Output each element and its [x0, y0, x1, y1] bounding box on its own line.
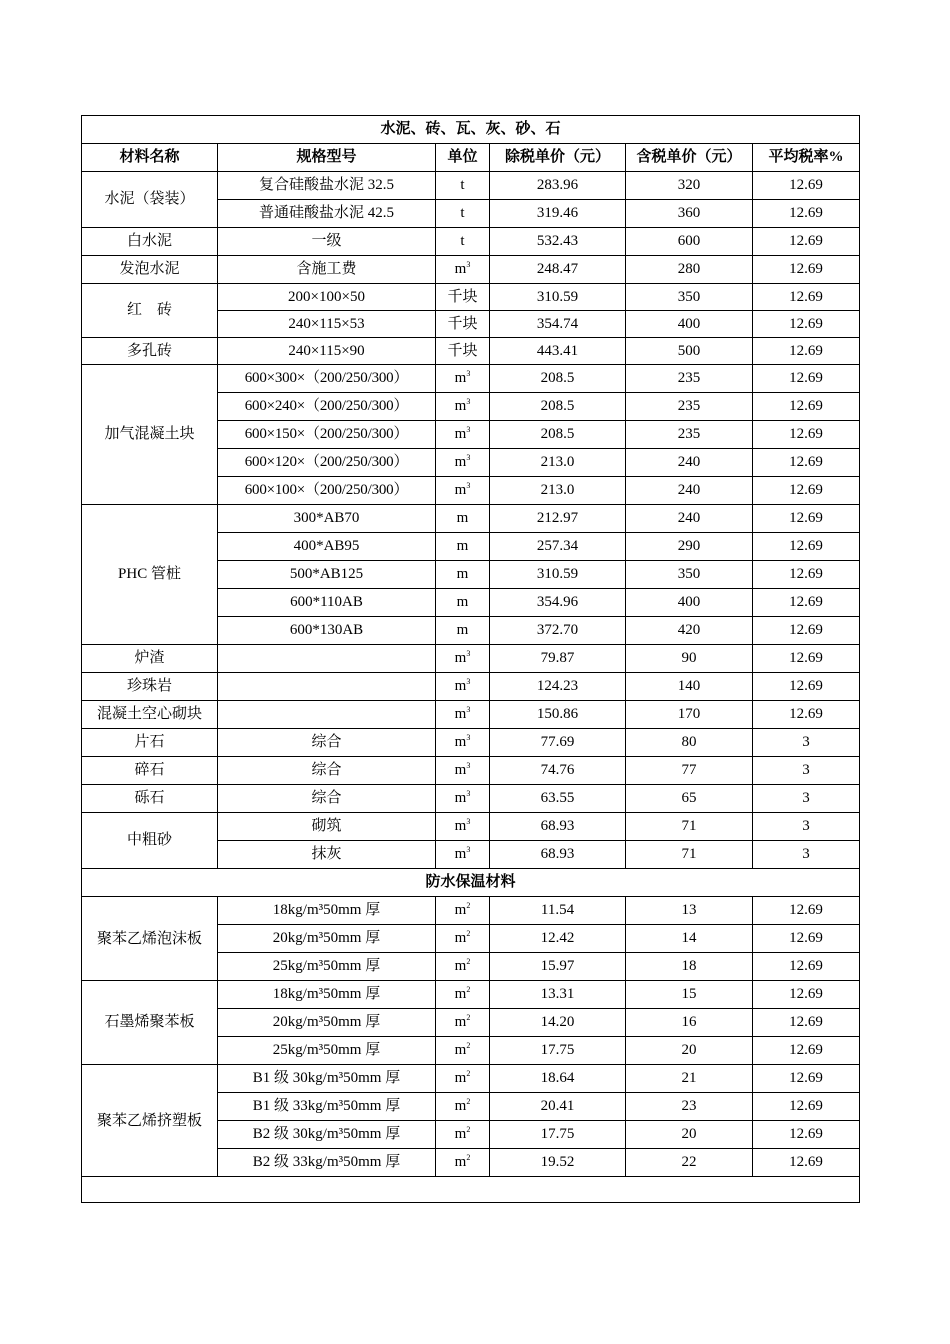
unit-exponent: 3 — [466, 481, 471, 490]
spec-model: 含施工费 — [218, 256, 436, 284]
material-name: 片石 — [82, 729, 218, 757]
unit — [436, 228, 490, 256]
spec-model: 砌筑 — [218, 813, 436, 841]
price-excl-tax: 354.96 — [490, 589, 626, 617]
unit-base: m — [456, 622, 469, 638]
table-row — [82, 228, 860, 256]
price-excl-tax: 124.23 — [490, 673, 626, 701]
spec-model: 抹灰 — [218, 841, 436, 869]
spec-model: B1 级 30kg/m³50mm 厚 — [218, 1065, 436, 1093]
unit — [436, 256, 490, 284]
avg-tax-rate: 3 — [753, 813, 860, 841]
table-row — [82, 701, 860, 729]
price-excl-tax: 213.0 — [490, 449, 626, 477]
unit-exponent: 3 — [466, 733, 471, 742]
price-excl-tax: 15.97 — [490, 953, 626, 981]
avg-tax-rate: 12.69 — [753, 589, 860, 617]
avg-tax-rate: 12.69 — [753, 449, 860, 477]
price-excl-tax: 11.54 — [490, 897, 626, 925]
avg-tax-rate: 12.69 — [753, 200, 860, 228]
price-incl-tax: 90 — [626, 645, 753, 673]
unit-base: m — [454, 1154, 467, 1170]
spec-model: 300*AB70 — [218, 505, 436, 533]
avg-tax-rate: 12.69 — [753, 645, 860, 673]
unit-base: m — [454, 650, 467, 666]
unit — [436, 813, 490, 841]
spec-model: 综合 — [218, 757, 436, 785]
unit-exponent: 2 — [466, 985, 471, 994]
unit — [436, 701, 490, 729]
spec-model: 18kg/m³50mm 厚 — [218, 897, 436, 925]
spec-model: 600×120×（200/250/300） — [218, 449, 436, 477]
material-name: 碎石 — [82, 757, 218, 785]
unit-exponent: 2 — [466, 929, 471, 938]
price-incl-tax: 600 — [626, 228, 753, 256]
price-excl-tax: 283.96 — [490, 172, 626, 200]
unit — [436, 1009, 490, 1037]
unit — [436, 925, 490, 953]
section-title: 水泥、砖、瓦、灰、砂、石 — [82, 116, 860, 144]
price-incl-tax: 14 — [626, 925, 753, 953]
price-incl-tax: 71 — [626, 841, 753, 869]
price-excl-tax: 213.0 — [490, 477, 626, 505]
material-name: 炉渣 — [82, 645, 218, 673]
spec-model: 240×115×53 — [218, 311, 436, 338]
unit — [436, 200, 490, 228]
table-row — [82, 645, 860, 673]
unit-exponent: 3 — [466, 397, 471, 406]
table-row — [82, 813, 860, 841]
unit — [436, 1121, 490, 1149]
spec-model: 600×240×（200/250/300） — [218, 393, 436, 421]
unit-base: 千块 — [447, 342, 478, 359]
price-incl-tax: 170 — [626, 701, 753, 729]
unit-base: m — [454, 1042, 467, 1058]
unit — [436, 757, 490, 785]
unit — [436, 338, 490, 365]
unit-base: m — [454, 734, 467, 750]
price-incl-tax: 500 — [626, 338, 753, 365]
avg-tax-rate: 3 — [753, 841, 860, 869]
spec-model: B2 级 30kg/m³50mm 厚 — [218, 1121, 436, 1149]
price-incl-tax: 400 — [626, 589, 753, 617]
avg-tax-rate: 12.69 — [753, 256, 860, 284]
unit — [436, 365, 490, 393]
unit-exponent: 2 — [466, 1097, 471, 1106]
price-excl-tax: 372.70 — [490, 617, 626, 645]
unit-base: m — [454, 790, 467, 806]
column-header: 含税单价（元） — [626, 144, 753, 172]
price-incl-tax: 235 — [626, 421, 753, 449]
avg-tax-rate: 12.69 — [753, 1121, 860, 1149]
price-excl-tax: 17.75 — [490, 1121, 626, 1149]
material-name: 聚苯乙烯泡沫板 — [82, 897, 218, 981]
price-incl-tax: 240 — [626, 449, 753, 477]
price-excl-tax: 13.31 — [490, 981, 626, 1009]
unit-exponent: 3 — [466, 817, 471, 826]
unit-base: m — [454, 370, 467, 386]
price-incl-tax: 20 — [626, 1037, 753, 1065]
blank-cell — [82, 1177, 860, 1203]
price-incl-tax: 23 — [626, 1093, 753, 1121]
spec-model — [218, 645, 436, 673]
unit-base: m — [454, 1014, 467, 1030]
avg-tax-rate: 12.69 — [753, 701, 860, 729]
table-row — [82, 757, 860, 785]
price-excl-tax: 68.93 — [490, 813, 626, 841]
spec-model — [218, 673, 436, 701]
price-incl-tax: 15 — [626, 981, 753, 1009]
spec-model: 20kg/m³50mm 厚 — [218, 1009, 436, 1037]
blank-row — [82, 1177, 860, 1203]
price-incl-tax: 13 — [626, 897, 753, 925]
unit-base: m — [454, 1126, 467, 1142]
unit-exponent: 3 — [466, 260, 471, 269]
price-incl-tax: 21 — [626, 1065, 753, 1093]
spec-model: 600×100×（200/250/300） — [218, 477, 436, 505]
unit — [436, 421, 490, 449]
table-row — [82, 1065, 860, 1093]
unit-exponent: 3 — [466, 369, 471, 378]
unit-exponent: 3 — [466, 705, 471, 714]
unit-exponent: 3 — [466, 649, 471, 658]
unit — [436, 953, 490, 981]
table-row — [82, 338, 860, 365]
spec-model: 复合硅酸盐水泥 32.5 — [218, 172, 436, 200]
unit-base: m — [454, 1070, 467, 1086]
unit-base: t — [460, 233, 465, 249]
unit-base: m — [454, 846, 467, 862]
material-name: 砾石 — [82, 785, 218, 813]
unit — [436, 561, 490, 589]
spec-model: 600×150×（200/250/300） — [218, 421, 436, 449]
unit — [436, 645, 490, 673]
unit-exponent: 3 — [466, 761, 471, 770]
column-header: 规格型号 — [218, 144, 436, 172]
price-excl-tax: 248.47 — [490, 256, 626, 284]
unit-base: m — [454, 762, 467, 778]
table-row — [82, 897, 860, 925]
column-header: 平均税率% — [753, 144, 860, 172]
price-excl-tax: 18.64 — [490, 1065, 626, 1093]
avg-tax-rate: 12.69 — [753, 1037, 860, 1065]
material-name: 水泥（袋装） — [82, 172, 218, 228]
price-excl-tax: 79.87 — [490, 645, 626, 673]
price-excl-tax: 208.5 — [490, 421, 626, 449]
unit — [436, 284, 490, 311]
price-excl-tax: 20.41 — [490, 1093, 626, 1121]
price-excl-tax: 77.69 — [490, 729, 626, 757]
spec-model: 综合 — [218, 785, 436, 813]
unit-base: m — [454, 1098, 467, 1114]
column-header-row — [82, 144, 860, 172]
unit-base: m — [456, 538, 469, 554]
price-incl-tax: 235 — [626, 393, 753, 421]
table-row — [82, 256, 860, 284]
price-incl-tax: 400 — [626, 311, 753, 338]
unit — [436, 589, 490, 617]
price-excl-tax: 68.93 — [490, 841, 626, 869]
table-row — [82, 673, 860, 701]
unit — [436, 1093, 490, 1121]
price-excl-tax: 17.75 — [490, 1037, 626, 1065]
avg-tax-rate: 12.69 — [753, 172, 860, 200]
price-incl-tax: 240 — [626, 477, 753, 505]
unit-exponent: 3 — [466, 677, 471, 686]
avg-tax-rate: 12.69 — [753, 673, 860, 701]
table-row — [82, 505, 860, 533]
unit-exponent: 3 — [466, 425, 471, 434]
avg-tax-rate: 12.69 — [753, 925, 860, 953]
unit — [436, 1065, 490, 1093]
material-name: 石墨烯聚苯板 — [82, 981, 218, 1065]
avg-tax-rate: 3 — [753, 729, 860, 757]
price-excl-tax: 63.55 — [490, 785, 626, 813]
avg-tax-rate: 12.69 — [753, 1149, 860, 1177]
unit — [436, 841, 490, 869]
unit-base: m — [454, 261, 467, 277]
unit — [436, 673, 490, 701]
material-name: 多孔砖 — [82, 338, 218, 365]
avg-tax-rate: 12.69 — [753, 617, 860, 645]
unit — [436, 505, 490, 533]
unit-exponent: 2 — [466, 957, 471, 966]
unit-base: m — [454, 902, 467, 918]
price-incl-tax: 140 — [626, 673, 753, 701]
avg-tax-rate: 12.69 — [753, 228, 860, 256]
table-row — [82, 284, 860, 311]
avg-tax-rate: 12.69 — [753, 561, 860, 589]
material-name: 发泡水泥 — [82, 256, 218, 284]
unit-exponent: 3 — [466, 845, 471, 854]
price-incl-tax: 240 — [626, 505, 753, 533]
price-incl-tax: 360 — [626, 200, 753, 228]
spec-model: 25kg/m³50mm 厚 — [218, 953, 436, 981]
unit-base: m — [456, 594, 469, 610]
price-excl-tax: 12.42 — [490, 925, 626, 953]
price-excl-tax: 310.59 — [490, 284, 626, 311]
unit-base: m — [454, 930, 467, 946]
unit-exponent: 2 — [466, 1125, 471, 1134]
unit-exponent: 3 — [466, 453, 471, 462]
unit-base: m — [454, 426, 467, 442]
avg-tax-rate: 12.69 — [753, 477, 860, 505]
unit-base: 千块 — [447, 315, 478, 332]
material-name: 聚苯乙烯挤塑板 — [82, 1065, 218, 1177]
unit-exponent: 2 — [466, 1041, 471, 1050]
price-sheet — [81, 115, 859, 1203]
unit — [436, 981, 490, 1009]
section-title-row — [82, 869, 860, 897]
price-incl-tax: 235 — [626, 365, 753, 393]
unit-base: m — [454, 958, 467, 974]
unit-base: t — [460, 177, 465, 193]
price-incl-tax: 350 — [626, 561, 753, 589]
material-name: 白水泥 — [82, 228, 218, 256]
unit — [436, 477, 490, 505]
unit-base: m — [454, 482, 467, 498]
unit-base: m — [454, 986, 467, 1002]
spec-model: 18kg/m³50mm 厚 — [218, 981, 436, 1009]
price-excl-tax: 208.5 — [490, 393, 626, 421]
unit — [436, 1037, 490, 1065]
spec-model: B1 级 33kg/m³50mm 厚 — [218, 1093, 436, 1121]
avg-tax-rate: 12.69 — [753, 533, 860, 561]
avg-tax-rate: 12.69 — [753, 338, 860, 365]
avg-tax-rate: 12.69 — [753, 897, 860, 925]
unit-exponent: 2 — [466, 1069, 471, 1078]
unit — [436, 617, 490, 645]
price-incl-tax: 290 — [626, 533, 753, 561]
price-excl-tax: 208.5 — [490, 365, 626, 393]
price-incl-tax: 16 — [626, 1009, 753, 1037]
price-excl-tax: 257.34 — [490, 533, 626, 561]
material-name: 红 砖 — [82, 284, 218, 338]
unit-base: m — [454, 678, 467, 694]
table-row — [82, 785, 860, 813]
material-name: 中粗砂 — [82, 813, 218, 869]
unit-exponent: 2 — [466, 1013, 471, 1022]
avg-tax-rate: 12.69 — [753, 1065, 860, 1093]
avg-tax-rate: 12.69 — [753, 365, 860, 393]
unit — [436, 172, 490, 200]
unit — [436, 729, 490, 757]
unit — [436, 1149, 490, 1177]
spec-model: 600*110AB — [218, 589, 436, 617]
spec-model: 500*AB125 — [218, 561, 436, 589]
price-incl-tax: 77 — [626, 757, 753, 785]
spec-model: 综合 — [218, 729, 436, 757]
price-incl-tax: 80 — [626, 729, 753, 757]
unit-exponent: 3 — [466, 789, 471, 798]
spec-model: 400*AB95 — [218, 533, 436, 561]
unit-base: m — [456, 566, 469, 582]
price-excl-tax: 150.86 — [490, 701, 626, 729]
price-excl-tax: 212.97 — [490, 505, 626, 533]
avg-tax-rate: 12.69 — [753, 284, 860, 311]
price-excl-tax: 532.43 — [490, 228, 626, 256]
material-name: 混凝土空心砌块 — [82, 701, 218, 729]
price-excl-tax: 354.74 — [490, 311, 626, 338]
section-title: 防水保温材料 — [82, 869, 860, 897]
spec-model: 600*130AB — [218, 617, 436, 645]
column-header: 除税单价（元） — [490, 144, 626, 172]
avg-tax-rate: 12.69 — [753, 1009, 860, 1037]
unit-base: m — [456, 510, 469, 526]
material-name: PHC 管桩 — [82, 505, 218, 645]
table-row — [82, 172, 860, 200]
spec-model: 240×115×90 — [218, 338, 436, 365]
unit-base: m — [454, 398, 467, 414]
spec-model: 一级 — [218, 228, 436, 256]
price-excl-tax: 319.46 — [490, 200, 626, 228]
unit — [436, 785, 490, 813]
avg-tax-rate: 3 — [753, 757, 860, 785]
section-title-row — [82, 116, 860, 144]
price-incl-tax: 320 — [626, 172, 753, 200]
material-name: 珍珠岩 — [82, 673, 218, 701]
unit-exponent: 2 — [466, 901, 471, 910]
unit-base: t — [460, 205, 465, 221]
spec-model: 600×300×（200/250/300） — [218, 365, 436, 393]
unit-base: 千块 — [447, 288, 478, 305]
avg-tax-rate: 12.69 — [753, 953, 860, 981]
material-name: 加气混凝土块 — [82, 365, 218, 505]
spec-model: B2 级 33kg/m³50mm 厚 — [218, 1149, 436, 1177]
column-header: 单位 — [436, 144, 490, 172]
price-excl-tax: 310.59 — [490, 561, 626, 589]
price-incl-tax: 65 — [626, 785, 753, 813]
unit — [436, 897, 490, 925]
avg-tax-rate: 12.69 — [753, 393, 860, 421]
avg-tax-rate: 12.69 — [753, 421, 860, 449]
unit-base: m — [454, 818, 467, 834]
price-incl-tax: 280 — [626, 256, 753, 284]
avg-tax-rate: 12.69 — [753, 1093, 860, 1121]
avg-tax-rate: 3 — [753, 785, 860, 813]
price-incl-tax: 18 — [626, 953, 753, 981]
table-row — [82, 729, 860, 757]
unit — [436, 393, 490, 421]
unit — [436, 449, 490, 477]
price-excl-tax: 443.41 — [490, 338, 626, 365]
avg-tax-rate: 12.69 — [753, 505, 860, 533]
avg-tax-rate: 12.69 — [753, 981, 860, 1009]
unit-exponent: 2 — [466, 1153, 471, 1162]
avg-tax-rate: 12.69 — [753, 311, 860, 338]
spec-model — [218, 701, 436, 729]
price-excl-tax: 74.76 — [490, 757, 626, 785]
spec-model: 20kg/m³50mm 厚 — [218, 925, 436, 953]
spec-model: 200×100×50 — [218, 284, 436, 311]
price-incl-tax: 350 — [626, 284, 753, 311]
spec-model: 普通硅酸盐水泥 42.5 — [218, 200, 436, 228]
price-incl-tax: 71 — [626, 813, 753, 841]
table-row — [82, 365, 860, 393]
price-excl-tax: 14.20 — [490, 1009, 626, 1037]
price-incl-tax: 22 — [626, 1149, 753, 1177]
unit — [436, 533, 490, 561]
table-row — [82, 981, 860, 1009]
price-incl-tax: 20 — [626, 1121, 753, 1149]
column-header: 材料名称 — [82, 144, 218, 172]
unit-base: m — [454, 454, 467, 470]
price-incl-tax: 420 — [626, 617, 753, 645]
unit-base: m — [454, 706, 467, 722]
spec-model: 25kg/m³50mm 厚 — [218, 1037, 436, 1065]
material-price-table — [81, 115, 860, 1203]
unit — [436, 311, 490, 338]
price-excl-tax: 19.52 — [490, 1149, 626, 1177]
